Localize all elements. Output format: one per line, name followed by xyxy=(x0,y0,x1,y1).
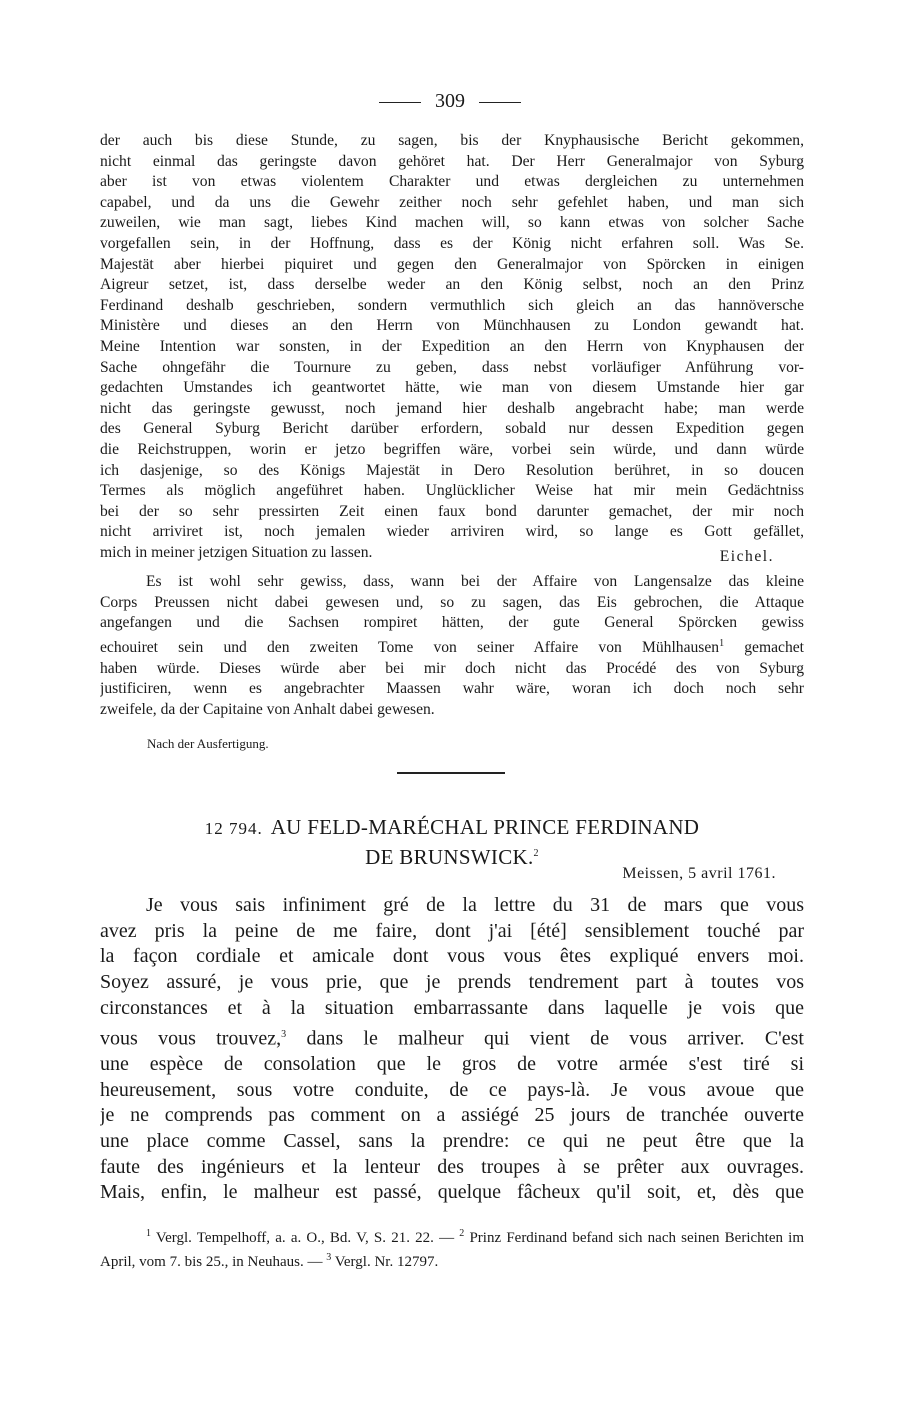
footnote-ref: 1 xyxy=(719,637,725,649)
footnote-2: Prinz Ferdinand befand sich nach seinen Berichten im April, vom 7. bis 25., in Neuhaus. — xyxy=(100,1230,804,1270)
letter-line: nicht arriviret ist, noch jemalen wieder arriviren wird, so lange es Gott gefället, xyxy=(100,523,804,541)
body-line: Je vous sais infiniment gré de la lettre du 31 de mars que vous xyxy=(146,894,804,916)
footnote-1: Vergl. Tempelhoff, a. a. O., Bd. V, S. 21. 22. — xyxy=(155,1230,455,1246)
body-line: faute des ingénieurs et la lenteur des troupes à se prêter aux ouvrages. xyxy=(100,1155,804,1178)
letter-heading xyxy=(100,815,804,870)
letter-line: des General Syburg Bericht darüber erfordern, sobald nur dessen Expedition gegen xyxy=(100,420,804,438)
letter-line: nicht das geringste gewusst, noch jemand hier deshalb angebracht habe; man werde xyxy=(100,399,804,417)
postscript-line: justificiren, wenn es angebrachter Maassen wahr wäre, woran ich doch noch sehr xyxy=(100,680,804,698)
letter-number: 12 794. xyxy=(204,819,263,838)
letter-line: Termes als möglich angeführet haben. Unglücklicher Weise hat mir mein Gedächtniss xyxy=(100,482,804,500)
footnote-3: Vergl. Nr. 12797. xyxy=(334,1254,439,1270)
signature: Eichel. xyxy=(719,548,774,566)
postscript-line xyxy=(100,634,804,659)
letter-line: Ferdinand deshalb geschrieben, sondern vermuthlich sich gleich an das hannöversche xyxy=(100,296,804,314)
postscript-line: Es ist wohl sehr gewiss, dass, wann bei der Affaire von Langensalze das kleine xyxy=(146,573,804,591)
body-line: une espèce de consolation que le gros de votre armée s'est tiré si xyxy=(100,1052,804,1075)
letter-line: Sache ohngefähr die Tournure zu geben, dass nebst vorläufiger Anführung vor- xyxy=(100,358,804,376)
footnotes xyxy=(100,1224,804,1272)
letter-line: bei der so sehr pressirten Zeit einen faux bond darunter gemachet, der mir noch xyxy=(100,502,804,520)
body-line-tail: dans le malheur qui vient de vous arriver. C'est xyxy=(306,1027,804,1050)
postscript-line: Corps Preussen nicht dabei gewesen und, so zu sagen, das Eis gebrochen, die Attaque xyxy=(100,593,804,611)
page-header xyxy=(0,90,900,113)
body-line xyxy=(100,1022,804,1052)
letter-line: nicht einmal das geringste davon gehöret hat. Der Herr Generalmajor von Syburg xyxy=(100,152,804,170)
postscript-line-text: echouiret sein und den zweiten Tome von seiner Affaire von Mühlhausen xyxy=(100,639,720,657)
page-number: 309 xyxy=(435,90,465,112)
letter-line: Aigreur setzet, ist, dass derselbe weder an den König selbst, noch an den Prinz xyxy=(100,276,804,294)
header-rule-left xyxy=(379,102,421,103)
footnote-ref: 2 xyxy=(533,848,539,859)
letter-line: capabel, und da uns die Gewehr zeither noch sehr gefehlet haben, und man sich xyxy=(100,193,804,211)
postscript-line: haben würde. Dieses würde aber bei mir doch nicht das Procédé des von Syburg xyxy=(100,659,804,677)
source-note: Nach der Ausfertigung. xyxy=(147,736,269,751)
body-line: la façon cordiale et amicale dont vous vous êtes expliqué envers moi. xyxy=(100,945,804,968)
heading-line-1 xyxy=(100,815,804,841)
letter-line: ich dasjenige, so des Königs Majestät in Dero Resolution berühret, in so doucen xyxy=(100,461,804,479)
letter-continuation xyxy=(100,131,804,720)
letter-line: die Reichstruppen, worin er jetzo begriffen wäre, vorbei sein würde, und dann würde xyxy=(100,440,804,458)
footnote-mark: 3 xyxy=(326,1252,332,1263)
letter-line: Ministère und dieses an den Herrn von Münchhausen zu London gewandt hat. xyxy=(100,317,804,335)
body-line: Mais, enfin, le malheur est passé, quelque fâcheux qu'il soit, et, dès que xyxy=(100,1181,804,1204)
letter-body xyxy=(100,893,804,1206)
letter-line: Majestät aber hierbei piquiret und gegen den Generalmajor von Spörcken in einigen xyxy=(100,255,804,273)
letter-title-line2: DE BRUNSWICK. xyxy=(365,845,534,869)
body-line: heureusement, sous votre conduite, de ce pays-là. Je vous avoue que xyxy=(100,1078,804,1101)
footnote-ref: 3 xyxy=(281,1028,287,1040)
postscript xyxy=(100,572,804,720)
footnote-mark: 1 xyxy=(146,1228,151,1239)
place-date: Meissen, 5 avril 1761. xyxy=(622,865,776,882)
body-line: une place comme Cassel, sans la prendre: ce qui ne peut être que la xyxy=(100,1129,804,1152)
header-rule-right xyxy=(479,102,521,103)
body-line: circonstances et à la situation embarrassante dans laquelle je vois que xyxy=(100,996,804,1019)
letter-line: Meine Intention war sonsten, in der Expedition an den Herrn von Knyphausen der xyxy=(100,337,804,355)
footnote-mark: 2 xyxy=(459,1228,465,1239)
body-line: Soyez assuré, je vous prie, que je prends tendrement part à toutes vos xyxy=(100,971,804,994)
letter-line: vorgefallen sein, in der Hoffnung, dass es der König nicht erfahren soll. Was Se. xyxy=(100,234,804,252)
letter-line: aber ist von etwas violentem Charakter und etwas dergleichen zu unternehmen xyxy=(100,173,804,191)
postscript-line: zweifele, da der Capitaine von Anhalt dabei gewesen. xyxy=(100,700,435,718)
footnotes-paragraph xyxy=(100,1224,804,1272)
body-line-text: vous vous trouvez, xyxy=(100,1027,282,1050)
letter-line: mich in meiner jetzigen Situation zu lassen. xyxy=(100,543,373,561)
postscript-line-tail: gemachet xyxy=(744,639,804,657)
letter-line: der auch bis diese Stunde, zu sagen, bis der Knyphausische Bericht gekommen, xyxy=(100,132,804,149)
letter-line: gedachten Umstandes ich geantwortet hätte, wie man von diesem Umstande hier gar xyxy=(100,379,804,397)
body-line: je ne comprends pas comment on a assiégé 25 jours de tranchée ouverte xyxy=(100,1104,804,1127)
letter-line: zuweilen, wie man sagt, liebes Kind machen will, so kann etwas von solcher Sache xyxy=(100,214,804,232)
postscript-line: angefangen und die Sachsen rompiret hätten, der gute General Spörcken gewiss xyxy=(100,614,804,632)
letter-title-line1: AU FELD-MARÉCHAL PRINCE FERDINAND xyxy=(270,815,700,839)
body-line: avez pris la peine de me faire, dont j'ai [été] sensiblement touché par xyxy=(100,919,804,942)
section-divider xyxy=(397,772,505,774)
